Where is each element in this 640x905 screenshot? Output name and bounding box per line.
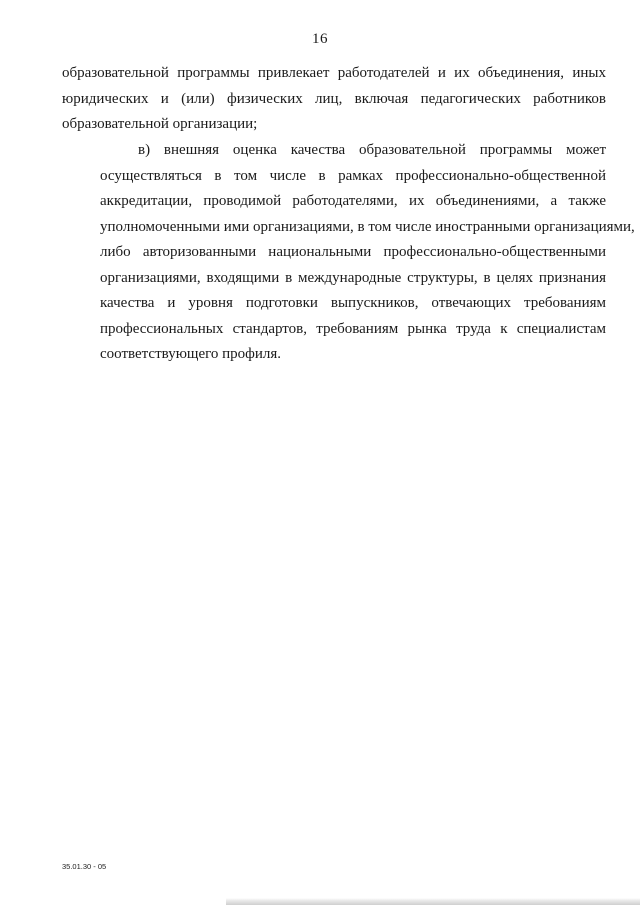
scan-edge-shadow [226, 898, 640, 905]
paragraph-1-line: юридических и (или) физических лиц, включая педагогических работников [62, 90, 606, 107]
paragraph-2-line: аккредитации, проводимой работодателями, их объединениями, а также [100, 193, 606, 209]
paragraph-2-line: профессиональных стандартов, требованиям рынка труда к специалистам [100, 320, 606, 337]
footer-document-code: 35.01.30 - 05 [62, 862, 107, 871]
paragraph-1-line: образовательной организации; [62, 116, 258, 132]
page-number: 16 [312, 31, 328, 47]
paragraph-2-line: осуществляться в том числе в рамках профессионально-общественной [100, 167, 606, 184]
paragraph-2-line: в) внешняя оценка качества образовательной программы может [138, 142, 606, 158]
paragraph-2-line: соответствующего профиля. [100, 346, 282, 362]
paragraph-2-line: либо авторизованными национальными профессионально-общественными [100, 244, 606, 260]
paragraph-2-line: качества и уровня подготовки выпускников, отвечающих требованиям [100, 295, 606, 311]
paragraph-2-line: организациями, входящими в международные структуры, в целях признания [100, 269, 606, 286]
paragraph-2-line: уполномоченными ими организациями, в том числе иностранными организациями, [100, 218, 635, 235]
paragraph-1-line: образовательной программы привлекает работодателей и их объединения, иных [62, 65, 606, 81]
paragraph-2 [62, 138, 635, 368]
paragraph-1 [62, 61, 606, 138]
